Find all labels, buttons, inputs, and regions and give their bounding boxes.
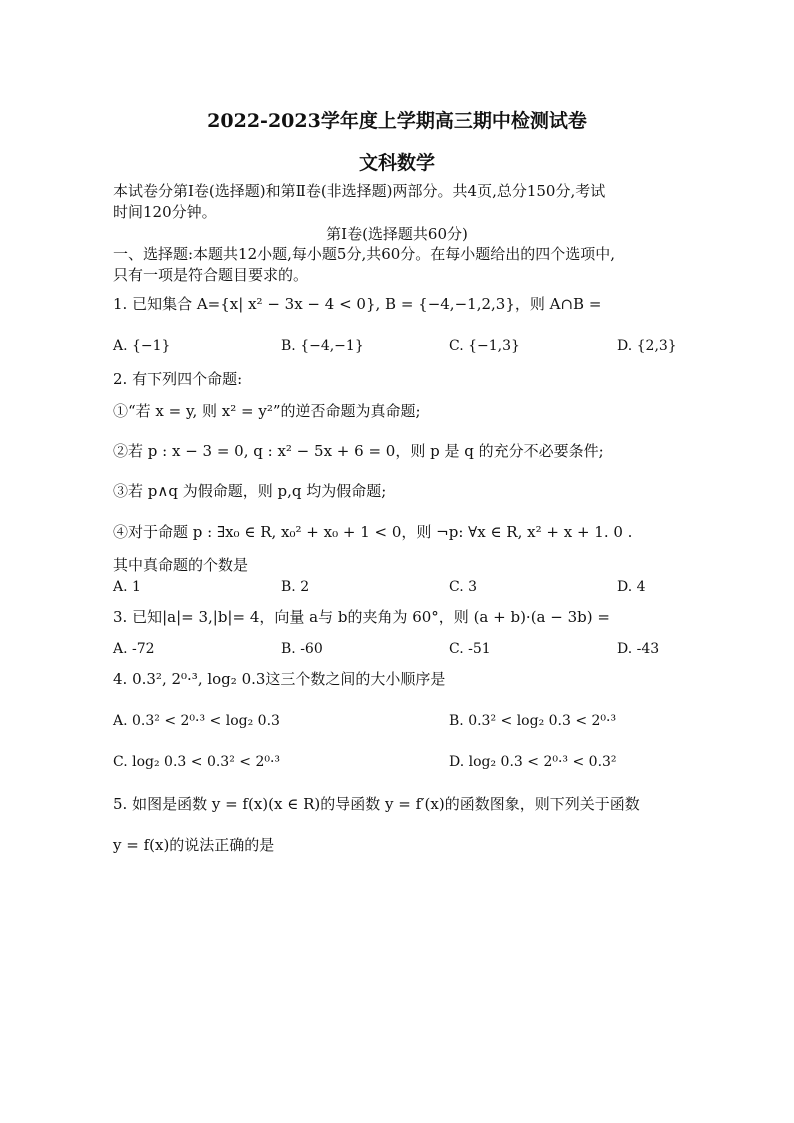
q4-option-c: C. log₂ 0.3 < 0.3² < 2⁰·³ (113, 754, 281, 770)
q2-option-d: D. 4 (617, 579, 646, 595)
q1-option-c: C. {−1,3} (449, 338, 520, 354)
q4-stem: 4. 0.3², 2⁰·³, log₂ 0.3这三个数之间的大小顺序是 (113, 670, 446, 688)
q1-option-d: D. {2,3} (617, 338, 677, 354)
q4-option-b: B. 0.3² < log₂ 0.3 < 2⁰·³ (449, 713, 617, 729)
q3-option-c: C. -51 (449, 641, 491, 657)
q2-statement-4: ④对于命题 p : ∃x₀ ∈ R, x₀² + x₀ + 1 < 0，则 ¬p: ∀x ∈ R, x² + x + 1. 0 . (113, 523, 633, 541)
q1-option-b: B. {−4,−1} (281, 338, 364, 354)
q1-option-a: A. {−1} (113, 338, 171, 354)
q3-option-d: D. -43 (617, 641, 660, 657)
q2-option-b: B. 2 (281, 579, 310, 595)
exam-title: 2022-2023学年度上学期高三期中检测试卷 (207, 110, 587, 132)
q4-option-d: D. log₂ 0.3 < 2⁰·³ < 0.3² (449, 754, 617, 770)
part1-heading: 第Ⅰ卷(选择题共60分) (326, 225, 468, 243)
exam-subtitle: 文科数学 (358, 152, 435, 174)
q2-statement-1: ①“若 x = y, 则 x² = y²”的逆否命题为真命题; (113, 402, 421, 420)
q2-stem: 2. 有下列四个命题: (113, 370, 243, 388)
q3-option-a: A. -72 (113, 641, 155, 657)
intro-line-2: 时间120分钟。 (113, 203, 217, 221)
intro-line-1: 本试卷分第Ⅰ卷(选择题)和第Ⅱ卷(非选择题)两部分。共4页,总分150分,考试 (113, 182, 606, 200)
part1-instructions-1: 一、选择题:本题共12小题,每小题5分,共60分。在每小题给出的四个选项中, (113, 245, 616, 263)
q3-option-b: B. -60 (281, 641, 323, 657)
q2-statement-3: ③若 p∧q 为假命题，则 p,q 均为假命题; (113, 482, 387, 500)
q2-option-c: C. 3 (449, 579, 478, 595)
q5-stem-line-1: 5. 如图是函数 y = f(x)(x ∈ R)的导函数 y = f′(x)的函数图象，则下列关于函数 (113, 795, 640, 813)
q2-option-a: A. 1 (113, 579, 141, 595)
q4-option-a: A. 0.3² < 2⁰·³ < log₂ 0.3 (113, 713, 280, 729)
q2-statement-2: ②若 p : x − 3 = 0, q : x² − 5x + 6 = 0，则 p 是 q 的充分不必要条件; (113, 442, 604, 460)
q2-tail: 其中真命题的个数是 (113, 556, 249, 574)
part1-instructions-2: 只有一项是符合题目要求的。 (113, 266, 309, 284)
q1-stem: 1. 已知集合 A={x| x² − 3x − 4 < 0}, B = {−4,−1,2,3}，则 A∩B = (113, 295, 602, 313)
q5-stem-line-2: y = f(x)的说法正确的是 (113, 836, 275, 854)
q3-stem: 3. 已知|a|= 3,|b|= 4，向量 a与 b的夹角为 60°，则 (a + b)·(a − 3b) = (113, 608, 610, 626)
